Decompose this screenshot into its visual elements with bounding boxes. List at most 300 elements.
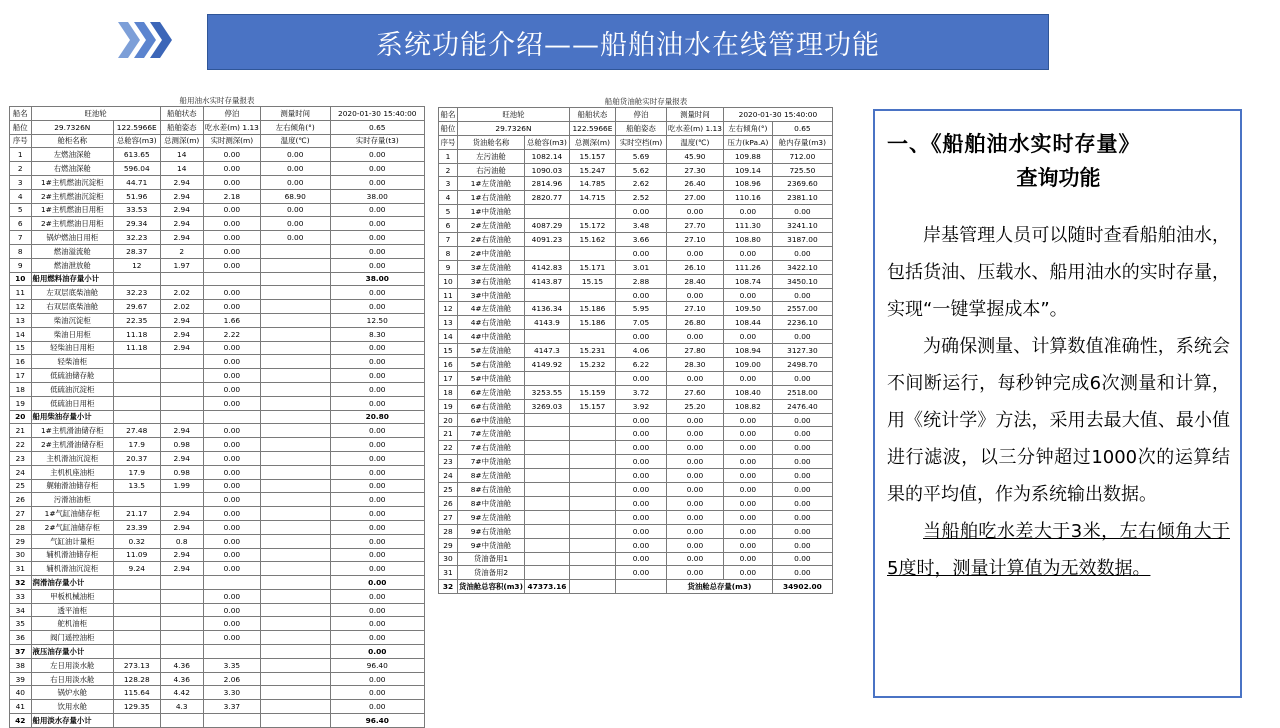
table-cell: 29 bbox=[10, 534, 32, 548]
meta-row bbox=[10, 107, 425, 121]
table-cell bbox=[260, 672, 330, 686]
table-cell: 25.20 bbox=[666, 399, 723, 413]
table-cell: 2 bbox=[10, 162, 32, 176]
table-cell: 7#左货油舱 bbox=[458, 427, 525, 441]
table-cell: 108.44 bbox=[723, 316, 772, 330]
table-row bbox=[10, 603, 425, 617]
table-cell bbox=[113, 396, 160, 410]
table-cell: 12.50 bbox=[330, 313, 424, 327]
table-cell: 1.97 bbox=[160, 258, 203, 272]
table-cell bbox=[260, 714, 330, 728]
table-cell: 0.00 bbox=[203, 231, 260, 245]
table-row bbox=[10, 382, 425, 396]
table-cell: 2.06 bbox=[203, 672, 260, 686]
table-cell: 9 bbox=[439, 260, 458, 274]
table-cell: 0.00 bbox=[615, 427, 666, 441]
table-cell bbox=[260, 576, 330, 590]
table-cell: 0.00 bbox=[615, 538, 666, 552]
table-cell: 22.35 bbox=[113, 313, 160, 327]
meta-label: 测量时间 bbox=[666, 108, 723, 122]
table-cell: 2.52 bbox=[615, 191, 666, 205]
table-cell: 3.35 bbox=[203, 658, 260, 672]
table-cell: 2.94 bbox=[160, 424, 203, 438]
table-cell: 0.00 bbox=[723, 496, 772, 510]
table-cell bbox=[260, 244, 330, 258]
table-cell: 109.00 bbox=[723, 358, 772, 372]
table-cell: 1082.14 bbox=[524, 149, 569, 163]
table-row bbox=[10, 217, 425, 231]
table-cell: 0.00 bbox=[330, 148, 424, 162]
table-cell: 14 bbox=[160, 148, 203, 162]
column-header: 舱内存量(m3) bbox=[772, 135, 832, 149]
table-cell: 0.00 bbox=[260, 203, 330, 217]
table-cell: 47373.16 bbox=[524, 580, 569, 594]
table-row bbox=[10, 148, 425, 162]
table-cell: 0.00 bbox=[330, 203, 424, 217]
table-cell: 燃油泄放舱 bbox=[31, 258, 113, 272]
table-cell: 0.00 bbox=[615, 524, 666, 538]
meta-value: 0.65 bbox=[330, 120, 424, 134]
table-cell: 0.00 bbox=[330, 562, 424, 576]
table-cell: 0.00 bbox=[772, 455, 832, 469]
table-cell: 2.88 bbox=[615, 274, 666, 288]
table-cell: 14 bbox=[10, 327, 32, 341]
table-cell: 15.186 bbox=[569, 316, 615, 330]
table-row bbox=[10, 562, 425, 576]
table-cell: 低硫油沉淀柜 bbox=[31, 382, 113, 396]
table-cell: 24 bbox=[10, 465, 32, 479]
table-cell bbox=[260, 493, 330, 507]
table-cell: 0.00 bbox=[203, 479, 260, 493]
table-cell: 11.18 bbox=[113, 327, 160, 341]
table-row bbox=[10, 686, 425, 700]
meta-row bbox=[439, 108, 833, 122]
table-cell: 2381.10 bbox=[772, 191, 832, 205]
table-cell: 11 bbox=[439, 288, 458, 302]
table-cell: 0.00 bbox=[666, 427, 723, 441]
page-title: 系统功能介绍——船舶油水在线管理功能 bbox=[207, 14, 1049, 70]
table-cell: 17.9 bbox=[113, 465, 160, 479]
table-row bbox=[439, 344, 833, 358]
table-cell bbox=[260, 286, 330, 300]
table-cell: 0.00 bbox=[666, 330, 723, 344]
table-cell: 5.69 bbox=[615, 149, 666, 163]
table-cell bbox=[569, 580, 615, 594]
table-cell: 109.88 bbox=[723, 149, 772, 163]
table-cell: 0.00 bbox=[772, 510, 832, 524]
table-cell: 1#主机燃油沉淀柜 bbox=[31, 175, 113, 189]
table-cell: 0.00 bbox=[203, 548, 260, 562]
table-cell: 0.00 bbox=[330, 300, 424, 314]
table-row bbox=[10, 341, 425, 355]
table-cell: 4142.83 bbox=[524, 260, 569, 274]
report-title: 船舶货油舱实时存量报表 bbox=[604, 97, 688, 106]
meta-value: 吃水差(m) 1.13 bbox=[666, 121, 723, 135]
table-cell: 2.94 bbox=[160, 341, 203, 355]
table-cell: 3#左货油舱 bbox=[458, 260, 525, 274]
table-cell: 1#主机滑油储存柜 bbox=[31, 424, 113, 438]
table-cell: 2#左货油舱 bbox=[458, 219, 525, 233]
table-row bbox=[10, 189, 425, 203]
table-row bbox=[10, 507, 425, 521]
table-cell bbox=[524, 288, 569, 302]
table-cell: 0.00 bbox=[203, 369, 260, 383]
table-cell: 3.37 bbox=[203, 700, 260, 714]
table-row bbox=[439, 149, 833, 163]
table-cell: 2.94 bbox=[160, 231, 203, 245]
table-cell: 0.00 bbox=[772, 288, 832, 302]
table-cell: 128.28 bbox=[113, 672, 160, 686]
table-row bbox=[439, 302, 833, 316]
table-cell: 27.48 bbox=[113, 424, 160, 438]
table-cell: 0.00 bbox=[723, 413, 772, 427]
table-cell: 8#中货油舱 bbox=[458, 496, 525, 510]
table-cell: 15.162 bbox=[569, 233, 615, 247]
meta-value: 2020-01-30 15:40:00 bbox=[723, 108, 832, 122]
table-cell: 0.00 bbox=[772, 552, 832, 566]
table-cell: 0.00 bbox=[666, 566, 723, 580]
table-cell: 111.26 bbox=[723, 260, 772, 274]
table-cell: 1 bbox=[439, 149, 458, 163]
table-cell bbox=[569, 371, 615, 385]
table-cell: 2820.77 bbox=[524, 191, 569, 205]
table-cell: 38.00 bbox=[330, 272, 424, 286]
table-cell: 110.16 bbox=[723, 191, 772, 205]
table-cell: 26.40 bbox=[666, 177, 723, 191]
table-cell: 0.00 bbox=[203, 631, 260, 645]
table-cell: 2.94 bbox=[160, 451, 203, 465]
table-cell: 0.00 bbox=[666, 496, 723, 510]
table-cell bbox=[524, 413, 569, 427]
table-cell: 23 bbox=[10, 451, 32, 465]
table-cell: 0.00 bbox=[330, 520, 424, 534]
table-cell: 0.00 bbox=[260, 148, 330, 162]
meta-value: 0.65 bbox=[772, 121, 832, 135]
table-cell: 0.00 bbox=[330, 479, 424, 493]
table-cell: 阀门遥控油柜 bbox=[31, 631, 113, 645]
table-cell: 0.00 bbox=[615, 469, 666, 483]
meta-label: 船舶姿态 bbox=[160, 120, 203, 134]
table-cell bbox=[160, 589, 203, 603]
table-cell bbox=[113, 382, 160, 396]
table-cell: 4 bbox=[10, 189, 32, 203]
table-cell: 108.40 bbox=[723, 385, 772, 399]
meta-row bbox=[10, 120, 425, 134]
table-cell: 0.00 bbox=[615, 455, 666, 469]
table-cell: 36 bbox=[10, 631, 32, 645]
table-row bbox=[439, 524, 833, 538]
table-cell: 3 bbox=[10, 175, 32, 189]
table-cell: 0.00 bbox=[666, 552, 723, 566]
table-cell bbox=[113, 603, 160, 617]
table-cell bbox=[569, 510, 615, 524]
table-cell: 0.98 bbox=[160, 465, 203, 479]
table-cell: 4 bbox=[439, 191, 458, 205]
table-cell: 2.22 bbox=[203, 327, 260, 341]
table-cell: 2.18 bbox=[203, 189, 260, 203]
table-cell: 4.36 bbox=[160, 672, 203, 686]
table-cell: 2518.00 bbox=[772, 385, 832, 399]
table-cell: 船用柴油存量小计 bbox=[31, 410, 113, 424]
table-cell bbox=[524, 483, 569, 497]
table-row bbox=[439, 260, 833, 274]
table-cell: 0.00 bbox=[203, 589, 260, 603]
table-cell: 0.00 bbox=[666, 538, 723, 552]
column-header: 序号 bbox=[10, 134, 32, 148]
table-cell: 33 bbox=[10, 589, 32, 603]
table-cell: 2.94 bbox=[160, 189, 203, 203]
table-row bbox=[10, 355, 425, 369]
table-cell: 锅炉水舱 bbox=[31, 686, 113, 700]
table-cell: 273.13 bbox=[113, 658, 160, 672]
table-cell: 2.94 bbox=[160, 313, 203, 327]
table-cell: 0.00 bbox=[723, 566, 772, 580]
table-cell: 0.00 bbox=[772, 413, 832, 427]
table-cell: 25 bbox=[439, 483, 458, 497]
table-cell: 2#中货油舱 bbox=[458, 246, 525, 260]
table-cell: 主机滑油沉淀柜 bbox=[31, 451, 113, 465]
table-cell: 0.00 bbox=[723, 205, 772, 219]
table-cell: 右双层底柴油舱 bbox=[31, 300, 113, 314]
table-cell: 24 bbox=[439, 469, 458, 483]
table-cell bbox=[569, 413, 615, 427]
table-row bbox=[10, 162, 425, 176]
table-cell bbox=[569, 427, 615, 441]
table-cell: 27 bbox=[10, 507, 32, 521]
table-row bbox=[10, 424, 425, 438]
table-cell: 6#中货油舱 bbox=[458, 413, 525, 427]
table-cell bbox=[260, 631, 330, 645]
table-cell: 2.62 bbox=[615, 177, 666, 191]
table-cell: 7 bbox=[439, 233, 458, 247]
table-cell bbox=[113, 355, 160, 369]
table-cell: 左污油舱 bbox=[458, 149, 525, 163]
table-row bbox=[10, 479, 425, 493]
column-header: 温度(℃) bbox=[666, 135, 723, 149]
table-cell: 15.232 bbox=[569, 358, 615, 372]
table-cell: 8 bbox=[10, 244, 32, 258]
meta-value: 吃水差(m) 1.13 bbox=[203, 120, 260, 134]
table-cell: 0.00 bbox=[615, 510, 666, 524]
table-cell: 0.00 bbox=[615, 205, 666, 219]
meta-label: 船舶状态 bbox=[160, 107, 203, 121]
table-cell: 6.22 bbox=[615, 358, 666, 372]
report-title: 船用油水实时存量报表 bbox=[179, 96, 255, 105]
table-cell: 34902.00 bbox=[772, 580, 832, 594]
meta-value: 2020-01-30 15:40:00 bbox=[330, 107, 424, 121]
table-cell: 15.159 bbox=[569, 385, 615, 399]
table-cell bbox=[260, 327, 330, 341]
table-cell: 13 bbox=[10, 313, 32, 327]
table-cell: 115.64 bbox=[113, 686, 160, 700]
table-cell: 0.00 bbox=[772, 483, 832, 497]
table-cell: 0.00 bbox=[615, 371, 666, 385]
table-row bbox=[10, 617, 425, 631]
table-cell: 0.00 bbox=[615, 552, 666, 566]
table-cell: 0.00 bbox=[330, 396, 424, 410]
table-row bbox=[10, 231, 425, 245]
table-cell: 28.30 bbox=[666, 358, 723, 372]
table-cell bbox=[260, 658, 330, 672]
table-cell: 7#中货油舱 bbox=[458, 455, 525, 469]
table-cell: 0.00 bbox=[772, 496, 832, 510]
table-cell: 艉轴滑油储存柜 bbox=[31, 479, 113, 493]
table-cell: 20.37 bbox=[113, 451, 160, 465]
table-row bbox=[439, 330, 833, 344]
table-cell: 0.00 bbox=[330, 369, 424, 383]
table-cell: 左双层底柴油舱 bbox=[31, 286, 113, 300]
table-cell: 28 bbox=[10, 520, 32, 534]
table-cell: 108.74 bbox=[723, 274, 772, 288]
table-cell: 14.785 bbox=[569, 177, 615, 191]
table-cell: 129.35 bbox=[113, 700, 160, 714]
meta-row bbox=[439, 121, 833, 135]
table-row bbox=[439, 510, 833, 524]
meta-label: 船名 bbox=[439, 108, 458, 122]
table-cell: 109.50 bbox=[723, 302, 772, 316]
table-cell: 0.00 bbox=[203, 300, 260, 314]
table-cell: 0.00 bbox=[203, 382, 260, 396]
table-cell: 3.48 bbox=[615, 219, 666, 233]
table-row bbox=[439, 469, 833, 483]
table-cell: 8#左货油舱 bbox=[458, 469, 525, 483]
subtotal-row bbox=[10, 576, 425, 590]
table-cell bbox=[160, 355, 203, 369]
table-cell bbox=[260, 258, 330, 272]
table-cell: 0.00 bbox=[723, 371, 772, 385]
table-cell: 29 bbox=[439, 538, 458, 552]
table-cell: 21 bbox=[439, 427, 458, 441]
table-cell bbox=[203, 576, 260, 590]
header-row bbox=[439, 135, 833, 149]
column-header: 实时存量(t3) bbox=[330, 134, 424, 148]
table-cell: 2#右货油舱 bbox=[458, 233, 525, 247]
table-cell: 4#左货油舱 bbox=[458, 302, 525, 316]
table-cell: 108.94 bbox=[723, 344, 772, 358]
table-cell: 0.00 bbox=[330, 576, 424, 590]
ship-oil-water-table bbox=[9, 106, 425, 728]
table-cell: 3.72 bbox=[615, 385, 666, 399]
table-cell: 0.00 bbox=[203, 396, 260, 410]
table-cell: 0.00 bbox=[330, 244, 424, 258]
table-cell bbox=[160, 576, 203, 590]
table-row bbox=[10, 286, 425, 300]
table-cell: 0.00 bbox=[203, 203, 260, 217]
table-cell: 0.00 bbox=[723, 246, 772, 260]
table-cell: 2.94 bbox=[160, 562, 203, 576]
table-cell: 8#右货油舱 bbox=[458, 483, 525, 497]
table-cell: 38.00 bbox=[330, 189, 424, 203]
table-cell: 0.32 bbox=[113, 534, 160, 548]
table-cell: 0.00 bbox=[723, 538, 772, 552]
table-cell: 12 bbox=[113, 258, 160, 272]
table-cell: 1 bbox=[10, 148, 32, 162]
table-cell: 32.23 bbox=[113, 286, 160, 300]
table-row bbox=[10, 313, 425, 327]
table-cell: 613.65 bbox=[113, 148, 160, 162]
table-cell bbox=[113, 617, 160, 631]
table-cell: 3269.03 bbox=[524, 399, 569, 413]
table-cell bbox=[260, 396, 330, 410]
table-cell: 14 bbox=[160, 162, 203, 176]
meta-label: 船舶姿态 bbox=[615, 121, 666, 135]
table-cell bbox=[160, 396, 203, 410]
table-cell: 41 bbox=[10, 700, 32, 714]
table-cell: 燃油溢流舱 bbox=[31, 244, 113, 258]
table-cell: 0.00 bbox=[203, 617, 260, 631]
table-cell bbox=[524, 552, 569, 566]
table-cell: 0.00 bbox=[723, 483, 772, 497]
meta-label: 船舶状态 bbox=[569, 108, 615, 122]
table-cell: 31 bbox=[439, 566, 458, 580]
table-cell: 0.00 bbox=[772, 441, 832, 455]
table-cell: 3.66 bbox=[615, 233, 666, 247]
table-cell: 饮用水舱 bbox=[31, 700, 113, 714]
table-cell: 7.05 bbox=[615, 316, 666, 330]
table-cell: 2.94 bbox=[160, 548, 203, 562]
table-cell: 0.00 bbox=[330, 589, 424, 603]
table-cell bbox=[113, 645, 160, 659]
cargo-oil-table bbox=[438, 107, 833, 594]
table-cell: 11 bbox=[10, 286, 32, 300]
table-cell: 货油舱总容积(m3) bbox=[458, 580, 525, 594]
table-cell: 1.99 bbox=[160, 479, 203, 493]
table-cell bbox=[203, 645, 260, 659]
table-cell: 2#主机燃油沉淀柜 bbox=[31, 189, 113, 203]
table-cell bbox=[524, 566, 569, 580]
table-cell: 气缸油计量柜 bbox=[31, 534, 113, 548]
meta-value: 29.7326N bbox=[458, 121, 570, 135]
table-cell bbox=[524, 441, 569, 455]
meta-label: 测量时间 bbox=[260, 107, 330, 121]
table-cell: 22 bbox=[10, 438, 32, 452]
table-cell: 28.40 bbox=[666, 274, 723, 288]
table-cell bbox=[260, 700, 330, 714]
table-cell: 0.00 bbox=[615, 566, 666, 580]
table-cell: 8 bbox=[439, 246, 458, 260]
table-cell: 27 bbox=[439, 510, 458, 524]
table-cell: 0.00 bbox=[203, 603, 260, 617]
table-cell: 3187.00 bbox=[772, 233, 832, 247]
table-cell: 2.94 bbox=[160, 520, 203, 534]
table-cell: 23 bbox=[439, 455, 458, 469]
table-cell: 0.00 bbox=[330, 548, 424, 562]
total-row bbox=[439, 580, 833, 594]
column-header: 舱柜名称 bbox=[31, 134, 113, 148]
table-cell: 0.00 bbox=[615, 413, 666, 427]
table-cell: 0.00 bbox=[666, 524, 723, 538]
table-cell bbox=[160, 493, 203, 507]
table-cell: 0.00 bbox=[772, 371, 832, 385]
meta-value: 停泊 bbox=[203, 107, 260, 121]
table-cell: 27.10 bbox=[666, 233, 723, 247]
table-row bbox=[10, 203, 425, 217]
table-cell: 1#气缸油储存柜 bbox=[31, 507, 113, 521]
table-row bbox=[10, 465, 425, 479]
table-cell: 1#中货油舱 bbox=[458, 205, 525, 219]
table-cell: 5 bbox=[10, 203, 32, 217]
table-cell: 船用燃料油存量小计 bbox=[31, 272, 113, 286]
table-row bbox=[439, 358, 833, 372]
table-cell: 7 bbox=[10, 231, 32, 245]
table-cell: 0.00 bbox=[203, 162, 260, 176]
table-row bbox=[10, 493, 425, 507]
table-cell: 舵机油柜 bbox=[31, 617, 113, 631]
table-cell: 3 bbox=[439, 177, 458, 191]
table-cell: 低硫油储存舱 bbox=[31, 369, 113, 383]
table-cell bbox=[569, 205, 615, 219]
table-cell bbox=[113, 631, 160, 645]
